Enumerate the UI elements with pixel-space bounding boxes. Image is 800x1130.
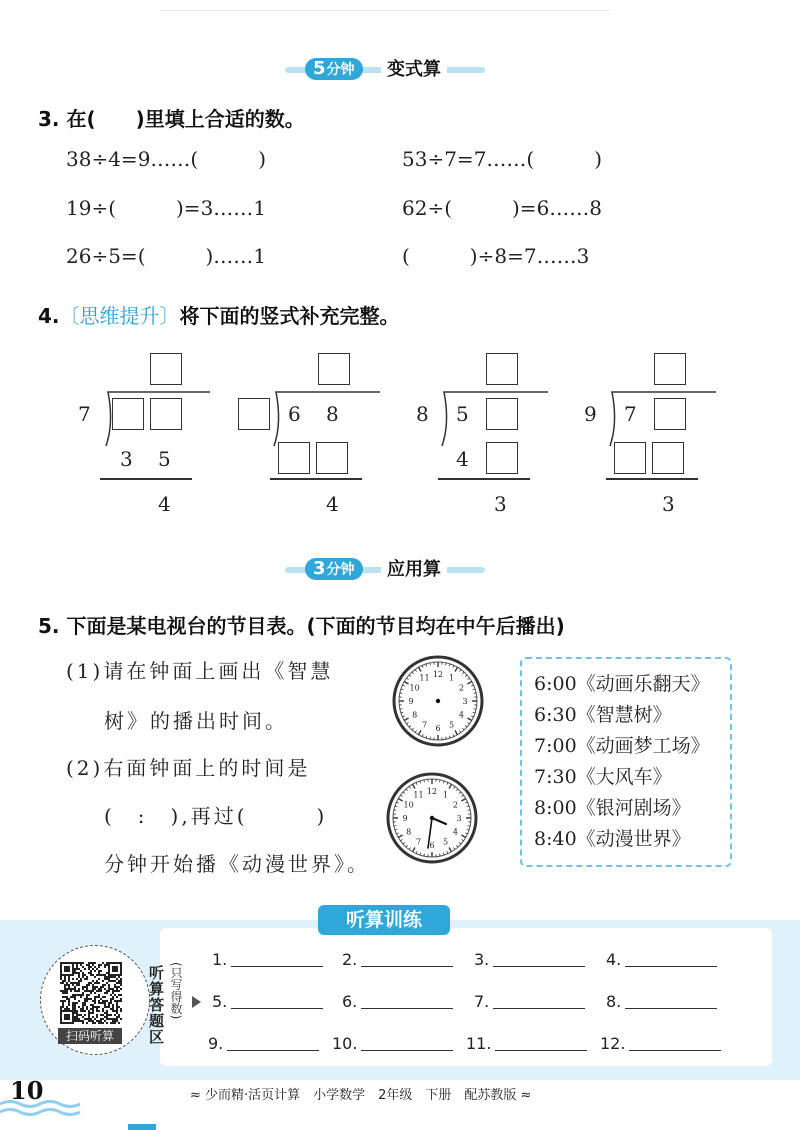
q5-part2-a: (2)右面钟面上的时间是 <box>66 756 311 780</box>
svg-text:2: 2 <box>452 800 458 810</box>
section-title: 变式算 <box>381 57 447 83</box>
q3-eq-1b: 53÷7=7……( ) <box>402 147 603 171</box>
svg-text:12: 12 <box>432 670 444 679</box>
svg-text:1: 1 <box>442 790 449 800</box>
svg-text:5: 5 <box>442 837 449 847</box>
q3-eq-2a: 19÷( )=3……1 <box>66 196 267 220</box>
answer-slot[interactable]: 6. <box>342 992 453 1011</box>
svg-text:9: 9 <box>402 814 408 823</box>
answer-box[interactable] <box>654 353 686 385</box>
q4-title: 4.〔思维提升〕将下面的竖式补充完整。 <box>38 304 400 328</box>
answer-slot[interactable]: 5. <box>212 992 323 1011</box>
q5-part1-a: (1)请在钟面上画出《智慧 <box>66 659 334 683</box>
footer-text: ≈ 少而精·活页计算 小学数学 2年级 下册 配苏教版 ≈ <box>190 1088 532 1103</box>
footer-accent-block <box>128 1124 156 1130</box>
answer-slot[interactable]: 4. <box>606 950 717 969</box>
q3-title: 3. 在( )里填上合适的数。 <box>38 107 305 131</box>
long-division-2: 6 8 4 <box>238 350 378 520</box>
answer-slot[interactable]: 12. <box>600 1034 721 1053</box>
schedule-row: 8:40《动漫世界》 <box>534 828 691 850</box>
schedule-row: 7:00《动画梦工场》 <box>534 735 710 757</box>
svg-text:4: 4 <box>458 710 464 720</box>
schedule-row: 6:00《动画乐翻天》 <box>534 673 710 695</box>
svg-text:3: 3 <box>456 814 462 823</box>
svg-text:10: 10 <box>403 800 414 810</box>
svg-text:11: 11 <box>413 790 424 800</box>
section-banner-5min <box>285 57 485 83</box>
answer-slot[interactable]: 2. <box>342 950 453 969</box>
qr-code-icon[interactable] <box>60 962 122 1024</box>
q3-eq-3a: 26÷5=( )……1 <box>66 244 267 268</box>
play-arrow-icon <box>192 996 201 1008</box>
q5-part2-c: 分钟开始播《动漫世界》。 <box>104 852 370 876</box>
sub-box[interactable] <box>614 442 646 474</box>
q3-eq-2b: 62÷( )=6……8 <box>402 196 603 220</box>
schedule-row: 8:00《银河剧场》 <box>534 797 691 819</box>
svg-text:2: 2 <box>458 683 464 693</box>
svg-text:1: 1 <box>448 673 455 683</box>
dividend-box[interactable] <box>654 398 686 430</box>
answer-slot[interactable]: 11. <box>466 1034 587 1053</box>
answer-area-label: 听算答题区 <box>147 965 165 1045</box>
svg-text:6: 6 <box>429 841 435 850</box>
svg-text:8: 8 <box>412 710 418 720</box>
q3-eq-1a: 38÷4=9……( ) <box>66 147 267 171</box>
long-division-1: 7 3 5 4 <box>78 350 218 520</box>
listening-title: 听算训练 <box>318 905 450 935</box>
answer-slot[interactable]: 1. <box>212 950 323 969</box>
answer-slot[interactable]: 8. <box>606 992 717 1011</box>
svg-text:7: 7 <box>415 837 422 847</box>
svg-text:4: 4 <box>452 827 458 837</box>
clock-face-with-hands <box>386 772 478 864</box>
clock-face-blank[interactable] <box>392 655 484 747</box>
program-schedule <box>520 657 732 867</box>
page-number: 10 <box>10 1076 44 1105</box>
dividend-box[interactable] <box>486 398 518 430</box>
sub-box[interactable] <box>316 442 348 474</box>
sub-box[interactable] <box>652 442 684 474</box>
q3-eq-3b: ( )÷8=7……3 <box>402 244 590 268</box>
long-division-3: 8 5 4 3 <box>416 350 556 520</box>
svg-text:6: 6 <box>435 724 441 733</box>
top-rule <box>160 10 610 11</box>
answer-slot[interactable]: 10. <box>332 1034 453 1053</box>
q4-tag: 〔思维提升〕 <box>59 304 180 328</box>
svg-text:11: 11 <box>419 673 430 683</box>
answer-note: (只写得数) <box>169 962 183 1020</box>
sub-box[interactable] <box>278 442 310 474</box>
svg-text:9: 9 <box>408 697 414 706</box>
section-banner-3min <box>285 557 485 583</box>
svg-text:5: 5 <box>448 720 455 730</box>
svg-text:12: 12 <box>426 787 438 796</box>
schedule-row: 7:30《大风车》 <box>534 766 672 788</box>
q5-title: 5. 下面是某电视台的节目表。(下面的节目均在中午后播出) <box>38 614 565 638</box>
qr-caption: 扫码听算 <box>58 1028 122 1044</box>
svg-text:8: 8 <box>406 827 412 837</box>
q5-part2-b: ( : ),再过( ) <box>104 804 328 828</box>
time-pill: 3分钟 <box>305 558 363 580</box>
time-pill: 5分钟 <box>305 58 363 80</box>
svg-text:7: 7 <box>421 720 428 730</box>
dividend-box[interactable] <box>112 398 144 430</box>
answer-box[interactable] <box>318 353 350 385</box>
section-title: 应用算 <box>381 557 447 583</box>
answer-box[interactable] <box>150 353 182 385</box>
sub-box[interactable] <box>486 442 518 474</box>
dividend-box[interactable] <box>150 398 182 430</box>
answer-slot[interactable]: 7. <box>474 992 585 1011</box>
answer-slot[interactable]: 9. <box>208 1034 319 1053</box>
long-division-4: 9 7 3 <box>584 350 724 520</box>
answer-slot[interactable]: 3. <box>474 950 585 969</box>
svg-text:10: 10 <box>409 683 420 693</box>
q5-part1-b: 树》的播出时间。 <box>104 709 288 733</box>
wave-decoration-icon <box>0 1098 90 1122</box>
answer-box[interactable] <box>486 353 518 385</box>
schedule-row: 6:30《智慧树》 <box>534 704 672 726</box>
svg-text:3: 3 <box>462 697 468 706</box>
